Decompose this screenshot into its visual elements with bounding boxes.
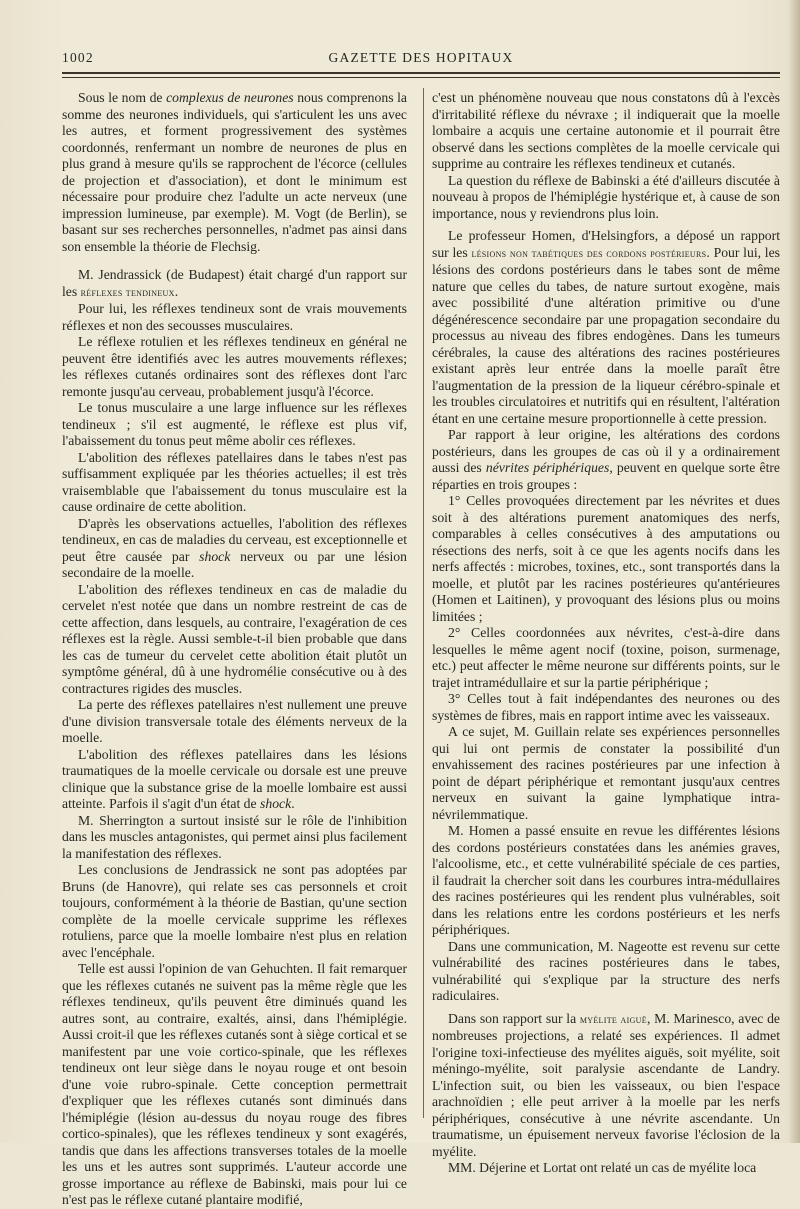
paragraph: c'est un phénomène nouveau que nous constatons dû à l'excès d'irritabilité réflexe du névraxe ; il indiquerait que la moelle lombaire a acquis une certaine autonomie et il pourrait être observé dans les sections complètes de la moelle cervicale qui supprime au contraire les réflexes tendineux et cutanés. bbox=[432, 90, 780, 171]
paragraph: Les conclusions de Jendrassick ne sont pas adoptées par Bruns (de Hanovre), qui relate ses cas personnels et croit toujours, conformément à la théorie de Bastian, qu'une section complète de la moelle cervicale supprime les réflexes rotuliens, parce que la moelle lombaire n'est plus en relation avec l'encéphale. bbox=[62, 862, 407, 960]
page-edge-shadow bbox=[788, 0, 800, 1143]
paragraph: La question du réflexe de Babinski a été d'ailleurs discutée à nouveau à propos de l'hémiplégie hystérique et, à cause de son importance, nous y reviendrons plus loin. bbox=[432, 172, 780, 221]
paragraph: Par rapport à leur origine, les altérations des cordons postérieurs, dans les groupes de cas où il y a ordinairement aussi des névrites périphériques, peuvent en quelque sorte être réparties en trois groupes : bbox=[432, 427, 780, 492]
paragraph: Dans une communication, M. Nageotte est revenu sur cette vulnérabilité des racines postérieures dans le tabes, vulnérabilité qui s'explique par la structure des nerfs radiculaires. bbox=[432, 938, 780, 1003]
paragraph: La perte des réflexes patellaires n'est nullement une preuve d'une division transversale totale des éléments nerveux de la moelle. bbox=[62, 697, 407, 745]
paragraph: 3° Celles tout à fait indépendantes des neurones ou des systèmes de fibres, mais en rapport intime avec les vaisseaux. bbox=[432, 691, 780, 723]
paragraph: L'abolition des réflexes patellaires dans le tabes n'est pas suffisamment expliquée par les théories actuelles; il est très vraisemblable que l'abaissement du tonus musculaire est la cause ordinaire de cette abolition. bbox=[62, 449, 407, 514]
right-column bbox=[432, 90, 780, 1177]
paragraph: Dans son rapport sur la myélite aiguë, M. Marinesco, avec de nombreuses projections, a relaté ses expériences. Il admet l'origine toxi-infectieuse des myélites aiguës, soit myélite, soit méningo-myélite, soit paralysie ascendante de Landry. L'infection suit, ou bien les vaisseaux, ou bien l'espace arachnoïdien ; elle peut arriver à la moelle par les nerfs périphériques, consécutive à une névrite ascendante. Un traumatisme, un épuisement nerveux favorise l'éclosion de la myélite. bbox=[432, 1010, 781, 1159]
paragraph: A ce sujet, M. Guillain relate ses expériences personnelles qui lui ont permis de constater la possibilité d'un envahissement des racines postérieures par une infection à point de départ périphérique et remontant jusqu'aux centres nerveux en suivant la gaine lymphatique intra-névrilemmatique. bbox=[432, 724, 780, 822]
paragraph: L'abolition des réflexes tendineux en cas de maladie du cervelet n'est notée que dans un nombre restreint de cas de cette affection, dans lesquels, au contraire, l'exagération de ces réflexes est la règle. Aussi semble-t-il bien probable que dans les cas de tumeur du cervelet cette abolition était plutôt un symptôme général, dû à une hydromélie consécutive ou à des contractures rigides des muscles. bbox=[62, 581, 407, 696]
paragraph: Le professeur Homen, d'Helsingfors, a déposé un rapport sur les lésions non tabétiques des cordons postérieurs. Pour lui, les lésions des cordons postérieurs dans le tabes sont de même nature que celles du tabes, de nature surtout exogène, mais avec possibilité d'une altération primitive ou d'une dégénérescence secondaire par une propagation secondaire du processus au niveau des fibres endogènes. Dans les tumeurs cérébrales, la cause des altérations des racines postérieures existant après leur entrée dans la moelle paraît être l'augmentation de la pression de la liqueur cérébro-spinale et les troubles circulatoires et nutritifs qui en résultent, l'altération étant en une certaine mesure proportionnelle à cette pression. bbox=[432, 228, 781, 426]
paragraph: Le tonus musculaire a une large influence sur les réflexes tendineux ; s'il est augmenté, le réflexe est plus vif, l'abaissement du tonus peut même abolir ces réflexes. bbox=[62, 400, 407, 448]
paragraph: MM. Déjerine et Lortat ont relaté un cas de myélite loca bbox=[448, 1160, 757, 1175]
paragraph: Telle est aussi l'opinion de van Gehuchten. Il fait remarquer que les réflexes cutanés ne suivent pas la même règle que les réflexes tendineux, qu'ils peuvent être diminués quand les autres sont, au contraire, exaltés, ainsi, dans l'hémiplégie. Aussi croit-il que les réflexes cutanés sont à siège cortical et se manifestent par une voie cortico-spinale, que les réflexes tendineux ont leur siège dans le noyau rouge et ont besoin d'une voie rubro-spinale. Cette conception permettrait d'expliquer que les réflexes cutanés sont diminués dans l'hémiplégie (lésion au-dessus du noyau rouge des fibres cortico-spinales), que les réflexes tendineux y sont exagérés, tandis que dans les affections transverses totales de la moelle les uns et les autres sont supprimés. L'auteur accorde une grosse importance au réflexe de Babinski, mais pour lui ce n'est pas le réflexe cutané plantaire modifié, bbox=[62, 961, 407, 1207]
page-number: 1002 bbox=[62, 50, 94, 65]
column-separator bbox=[423, 88, 424, 1118]
page-header bbox=[62, 44, 780, 68]
journal-title: GAZETTE DES HOPITAUX bbox=[328, 50, 514, 65]
paragraph: 1° Celles provoquées directement par les névrites et dues soit à des altérations purement anatomiques des nerfs, comparables à celles consécutives à des amputations ou résections des nerfs, soit à ce que les agents nocifs dans les nerfs affectés : microbes, toxines, etc., sont transportés dans la moelle, et plutôt par les racines postérieures qu'antérieures (Homen et Laitinen), y provoquant des lésions plus ou moins limitées ; bbox=[432, 493, 780, 624]
paragraph: 2° Celles coordonnées aux névrites, c'est-à-dire dans lesquelles le même agent nocif (toxine, poison, surmenage, etc.) peut affecter le même neurone sur différents points, sur le trajet intramédullaire et sur la partie périphérique ; bbox=[432, 625, 780, 690]
paragraph: M. Homen a passé ensuite en revue les différentes lésions des cordons postérieurs constatées dans les anémies graves, l'alcoolisme, etc., et cette vulnérabilité spéciale de ces parties, il faudrait la chercher soit dans les courbures intra-médullaires des racines postérieures qui les rendent plus vulnérables, soit dans les relations entre les cordons postérieurs et les nerfs périphériques. bbox=[432, 823, 780, 937]
header-rule-thick bbox=[62, 72, 780, 74]
left-column bbox=[62, 90, 407, 1209]
paragraph: Sous le nom de complexus de neurones nous comprenons la somme des neurones individuels, qui s'articulent les uns avec les autres, et forment progressivement des systèmes coordonnés, renfermant un nombre de neurones de plus en plus grand à mesure qu'ils se rapprochent de l'écorce (cellules de projection et d'association), et dont le minimum est nécessaire pour produire chez l'adulte un acte nerveux (une impression lumineuse, par exemple). M. Vogt (de Berlin), se basant sur ses recherches personnelles, n'admet pas ainsi dans son ensemble la théorie de Flechsig. bbox=[62, 90, 407, 254]
header-rule-thin bbox=[62, 77, 780, 78]
paragraph: L'abolition des réflexes patellaires dans les lésions traumatiques de la moelle cervicale ou dorsale est une preuve clinique que la substance grise de la moelle lombaire est aussi atteinte. Parfois il s'agit d'un état de shock. bbox=[62, 746, 407, 811]
paragraph: Le réflexe rotulien et les réflexes tendineux en général ne peuvent être identifiés avec les autres mouvements réflexes; les réflexes cutanés ordinaires sont des réflexes dont l'arc remonte jusqu'au cerveau, probablement jusqu'à l'écorce. bbox=[62, 334, 407, 399]
paragraph: Pour lui, les réflexes tendineux sont de vrais mouvements réflexes et non des secousses musculaires. bbox=[62, 301, 407, 333]
paragraph: M. Sherrington a surtout insisté sur le rôle de l'inhibition dans les muscles antagonistes, qui permet ainsi plus facilement la manifestation des réflexes. bbox=[62, 812, 407, 861]
paragraph: D'après les observations actuelles, l'abolition des réflexes tendineux, en cas de maladies du cerveau, est exceptionnelle et peut être causée par shock nerveux ou par une lésion secondaire de la moelle. bbox=[62, 515, 407, 580]
paragraph: M. Jendrassick (de Budapest) était chargé d'un rapport sur les réflexes tendineux. bbox=[62, 267, 407, 299]
